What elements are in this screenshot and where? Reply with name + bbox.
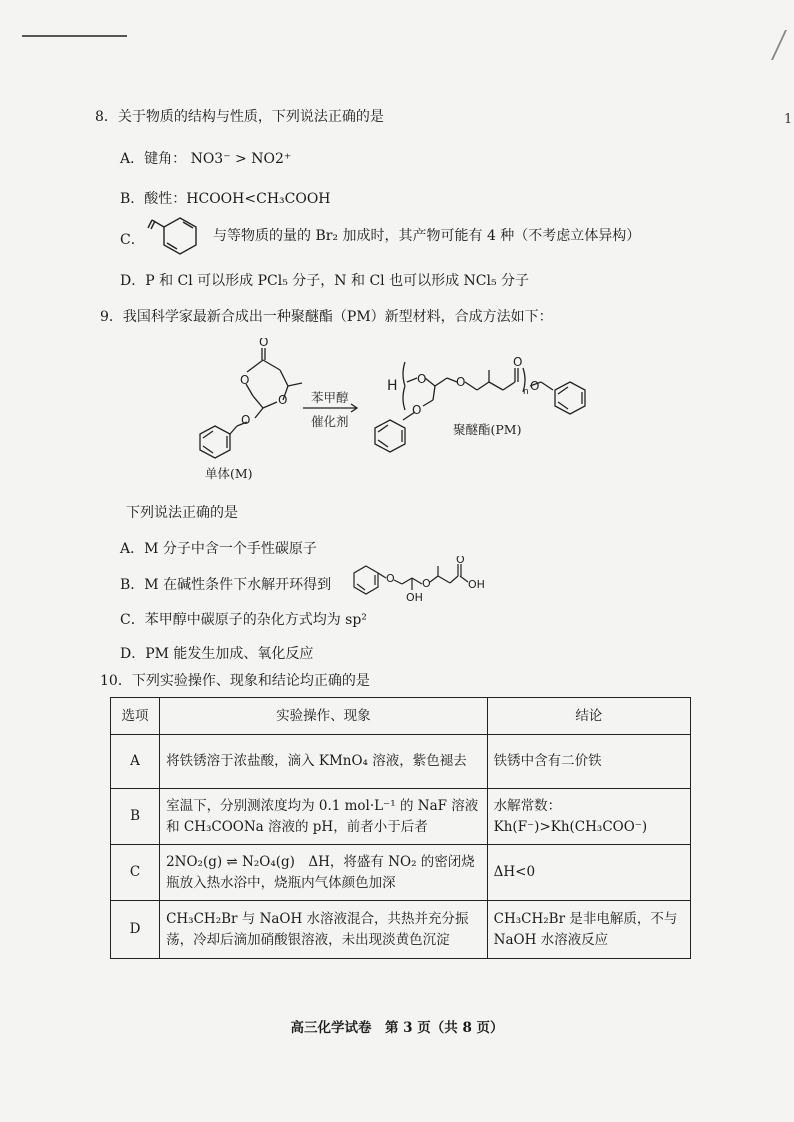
q8-option-c-prefix: C．	[120, 232, 145, 248]
row-operation: 2NO₂(g) ⇌ N₂O₄(g) ΔH，将盛有 NO₂ 的密闭烧瓶放入热水浴中，烧瓶内气体颜色加深	[160, 845, 488, 901]
reagent-top: 苯甲醇	[311, 390, 349, 405]
header-option: 选项	[111, 698, 160, 735]
table-row	[111, 735, 691, 789]
row-conclusion: ΔH<0	[487, 845, 690, 901]
polymer-o3-label: O	[456, 375, 466, 389]
table-row	[111, 789, 691, 845]
svg-text:O: O	[386, 572, 395, 585]
row-conclusion: 水解常数：Kh(F⁻)>Kh(CH₃COO⁻)	[487, 789, 690, 845]
q8-option-d: D．P 和 Cl 可以形成 PCl₅ 分子，N 和 Cl 也可以形成 NCl₅ 分子	[120, 273, 530, 289]
page-footer: 高三化学试卷 第 3 页（共 8 页）	[290, 1020, 504, 1036]
q8-option-a-prefix: A．键角：	[120, 151, 187, 167]
reagent-bottom: 催化剂	[311, 414, 349, 429]
row-option: B	[111, 789, 160, 845]
row-conclusion: 铁锈中含有二价铁	[487, 735, 690, 789]
hydrolysis-product-structure	[352, 556, 492, 604]
row-option: C	[111, 845, 160, 901]
table-row	[111, 901, 691, 959]
polymer-h-label: H	[387, 378, 398, 394]
row-conclusion: CH₃CH₂Br 是非电解质，不与 NaOH 水溶液反应	[487, 901, 690, 959]
q8-option-c-text: 与等物质的量的 Br₂ 加成时，其产物可能有 4 种（不考虑立体异构）	[213, 228, 641, 244]
q8-option-a-formula: NO3⁻ > NO2⁺	[190, 151, 292, 167]
polymer-o5-label: O	[530, 379, 540, 393]
q9-option-a: A．M 分子中含一个手性碳原子	[120, 541, 317, 557]
q10-table	[110, 697, 691, 959]
q9-option-b: B．M 在碱性条件下水解开环得到	[120, 577, 332, 593]
polymer-o4-label: O	[513, 355, 523, 369]
hydroxyl-label: OH	[406, 591, 423, 604]
scan-corner-mark	[771, 30, 794, 60]
q9-option-c: C．苯甲醇中碳原子的杂化方式均为 sp²	[120, 612, 367, 628]
q9-stem: 9．我国科学家最新合成出一种聚醚酯（PM）新型材料，合成方法如下：	[100, 309, 553, 325]
row-option: A	[111, 735, 160, 789]
polymer-label: 聚醚酯(PM)	[453, 422, 522, 437]
q8-option-a	[120, 148, 291, 168]
scan-top-line	[22, 35, 127, 37]
svg-text:O: O	[422, 577, 431, 590]
q9-reaction-scheme	[185, 338, 605, 488]
monomer-label: 单体(M)	[205, 466, 253, 481]
row-operation: 室温下，分别测浓度均为 0.1 mol·L⁻¹ 的 NaF 溶液和 CH₃COONa 溶液的 pH，前者小于后者	[160, 789, 488, 845]
q8-stem: 8．关于物质的结构与性质，下列说法正确的是	[95, 109, 384, 125]
table-header-row	[111, 698, 691, 735]
polymer-o1-label: O	[417, 372, 427, 386]
header-operation: 实验操作、现象	[160, 698, 488, 735]
q9-option-d: D．PM 能发生加成、氧化反应	[120, 646, 314, 662]
polymer-o2-label: O	[412, 403, 422, 417]
row-option: D	[111, 901, 160, 959]
row-operation: CH₃CH₂Br 与 NaOH 水溶液混合，共热并充分振荡，冷却后滴加硝酸银溶液，未出现淡黄色沉淀	[160, 901, 488, 959]
carboxyl-oh-label: OH	[468, 578, 485, 591]
carbonyl-o-label: O	[259, 338, 269, 349]
margin-mark: 1	[784, 112, 793, 127]
ether-o-label: O	[241, 413, 251, 427]
vinyl-cyclohexadiene-structure	[146, 214, 214, 258]
row-operation: 将铁锈溶于浓盐酸，滴入 KMnO₄ 溶液，紫色褪去	[160, 735, 488, 789]
q8-option-b: B．酸性：HCOOH<CH₃COOH	[120, 191, 331, 207]
q9-sub-stem: 下列说法正确的是	[126, 505, 238, 521]
ring-o-right-label: O	[278, 393, 288, 407]
table-row	[111, 845, 691, 901]
header-conclusion: 结论	[487, 698, 690, 735]
polymer-n-label: n	[523, 387, 529, 397]
q10-stem: 10．下列实验操作、现象和结论均正确的是	[100, 673, 370, 689]
ring-o-left-label: O	[240, 373, 250, 387]
svg-text:O: O	[456, 556, 465, 566]
